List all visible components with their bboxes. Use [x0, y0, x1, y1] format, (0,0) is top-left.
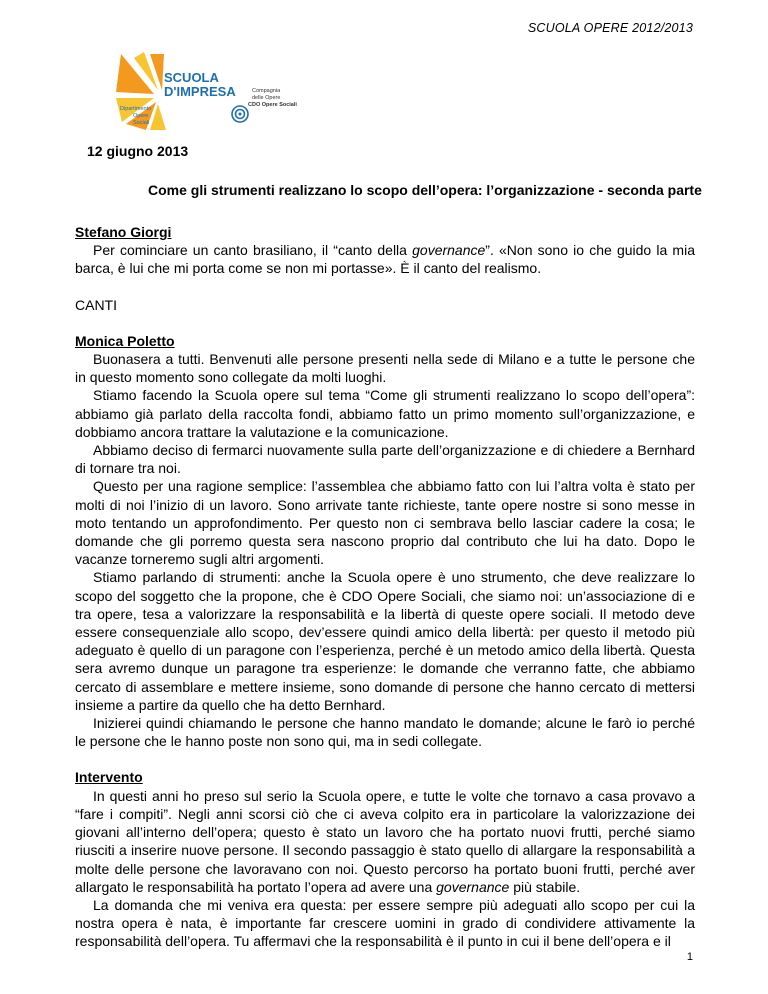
svg-text:D'IMPRESA — [164, 84, 236, 99]
paragraph: In questi anni ho preso sul serio la Scuola opere, e tutte le volte che tornavo a casa provavo a “fare i compiti”. Negli anni scorsi ciò che ci aveva colpito era in particolare la valorizzazione dei giovani all’interno dell’opera; questo è stato un lavoro che ha portato nuovi frutti, perché siamo riusciti a inserire nuove persone. Il secondo passaggio è stato quello di allargare la responsabilità a molte delle persone che lavoravano con noi. Questo percorso ha portato buoni frutti, perché aver allargato le responsabilità ha portato l’opera ad avere una governance più stabile. — [75, 787, 695, 895]
section-label: CANTI — [75, 296, 117, 313]
document-date: 12 giugno 2013 — [87, 143, 189, 159]
logo — [116, 52, 326, 130]
cdo-line1: Compagnia — [252, 88, 281, 94]
svg-text:delle Opere — [252, 95, 280, 101]
document-subtitle: Come gli strumenti realizzano lo scopo dell’opera: l’organizzazione - seconda parte — [148, 182, 702, 198]
svg-text:Dipartimento — [120, 106, 151, 112]
document-body — [75, 223, 695, 951]
cdo-line3-abbr: CDO — [248, 102, 261, 108]
svg-text:Opere — [133, 113, 148, 119]
speaker-name: Monica Poletto — [75, 332, 175, 349]
paragraph: Stiamo facendo la Scuola opere sul tema “Come gli strumenti realizzano lo scopo dell’opera”: abbiamo già parlato della raccolta fondi, abbiamo fatto un primo momento sull’organizzazione, e dobbiamo ancora trattare la valutazione e la comunicazione. — [75, 387, 695, 440]
svg-text:CDO Opere Sociali — [248, 102, 297, 108]
svg-text:Compagnia — [252, 88, 281, 94]
logo-dept-line1: Dipartimento — [120, 106, 152, 112]
cdo-circle-icon — [232, 106, 248, 122]
running-header: SCUOLA OPERE 2012/2013 — [527, 21, 693, 35]
logo-name-line1: SCUOLA — [164, 70, 219, 85]
logo-dept-line3: Sociali — [133, 120, 150, 126]
paragraph: La domanda che mi veniva era questa: per essere sempre più adeguati allo scopo per cui la nostra opera è nata, è importante far crescere uomini in grado di condividere attivamente la responsabilità dell’opera. Tu affermavi che la responsabilità è il punto in cui il bene dell’opera e il — [75, 896, 695, 950]
logo-name-line2: D'IMPRESA — [164, 84, 236, 99]
paragraph: Per cominciare un canto brasiliano, il “canto della governance”. «Non sono io che guido la mia barca, è lui che mi porta come se non mi portasse». È il canto del realismo. — [75, 242, 695, 277]
speaker-name: Intervento — [75, 769, 143, 786]
paragraph: Inizierei quindi chiamando le persone che hanno mandato le domande; alcune le farò io perché le persone che le hanno poste non sono qui, ma in sedi collegate. — [75, 715, 695, 750]
svg-text:Sociali — [133, 120, 149, 126]
page-number: 1 — [686, 951, 693, 963]
cdo-line2: delle Opere — [252, 95, 281, 101]
paragraph: Buonasera a tutti. Benvenuti alle persone presenti nella sede di Milano e a tutte le persone che in questo momento sono collegate da molti luoghi. — [75, 351, 695, 386]
scuola-impresa-logo — [116, 52, 326, 130]
paragraph: Questo per una ragione semplice: l’assemblea che abbiamo fatto con lui l’altra volta è stato per molti di noi l’inizio di un lavoro. Sono arrivate tante richieste, tante opere nostre si sono messe in moto tentando un approfondimento. Per questo non ci sembrava bello lasciar cadere la cosa; le domande che gli porremo questa sera nascono proprio dal contributo che lui ha dato. Dopo le vacanze torneremo sugli altri argomenti. — [75, 478, 695, 568]
paragraph: Stiamo parlando di strumenti: anche la Scuola opere è uno strumento, che deve realizzare lo scopo del soggetto che la propone, che è CDO Opere Sociali, che siamo noi: un’associazione di e tra opere, tesa a valorizzare la responsabilità e la libertà di queste opere sociali. Il metodo deve essere consequenziale allo scopo, dev’essere quindi amico della libertà: per questo il metodo più adeguato è quello di un paragone con l’esperienza, perché è un metodo amico della libertà. Questa sera avremo dunque un paragone tra esperienze: le domande che verranno fatte, che abbiamo cercato di assemblare e mettere insieme, sono domande di persone che hanno cercato di mettersi insieme a partire da quello che ha detto Bernhard. — [75, 569, 695, 713]
svg-text:SCUOLA — [164, 70, 220, 85]
cdo-line3-rest: Opere Sociali — [261, 102, 297, 108]
paragraph: Abbiamo deciso di fermarci nuovamente sulla parte dell’organizzazione e di chiedere a Bernhard di tornare tra noi. — [75, 442, 695, 477]
logo-dept-line2: Opere — [133, 113, 149, 119]
speaker-name: Stefano Giorgi — [75, 224, 172, 240]
